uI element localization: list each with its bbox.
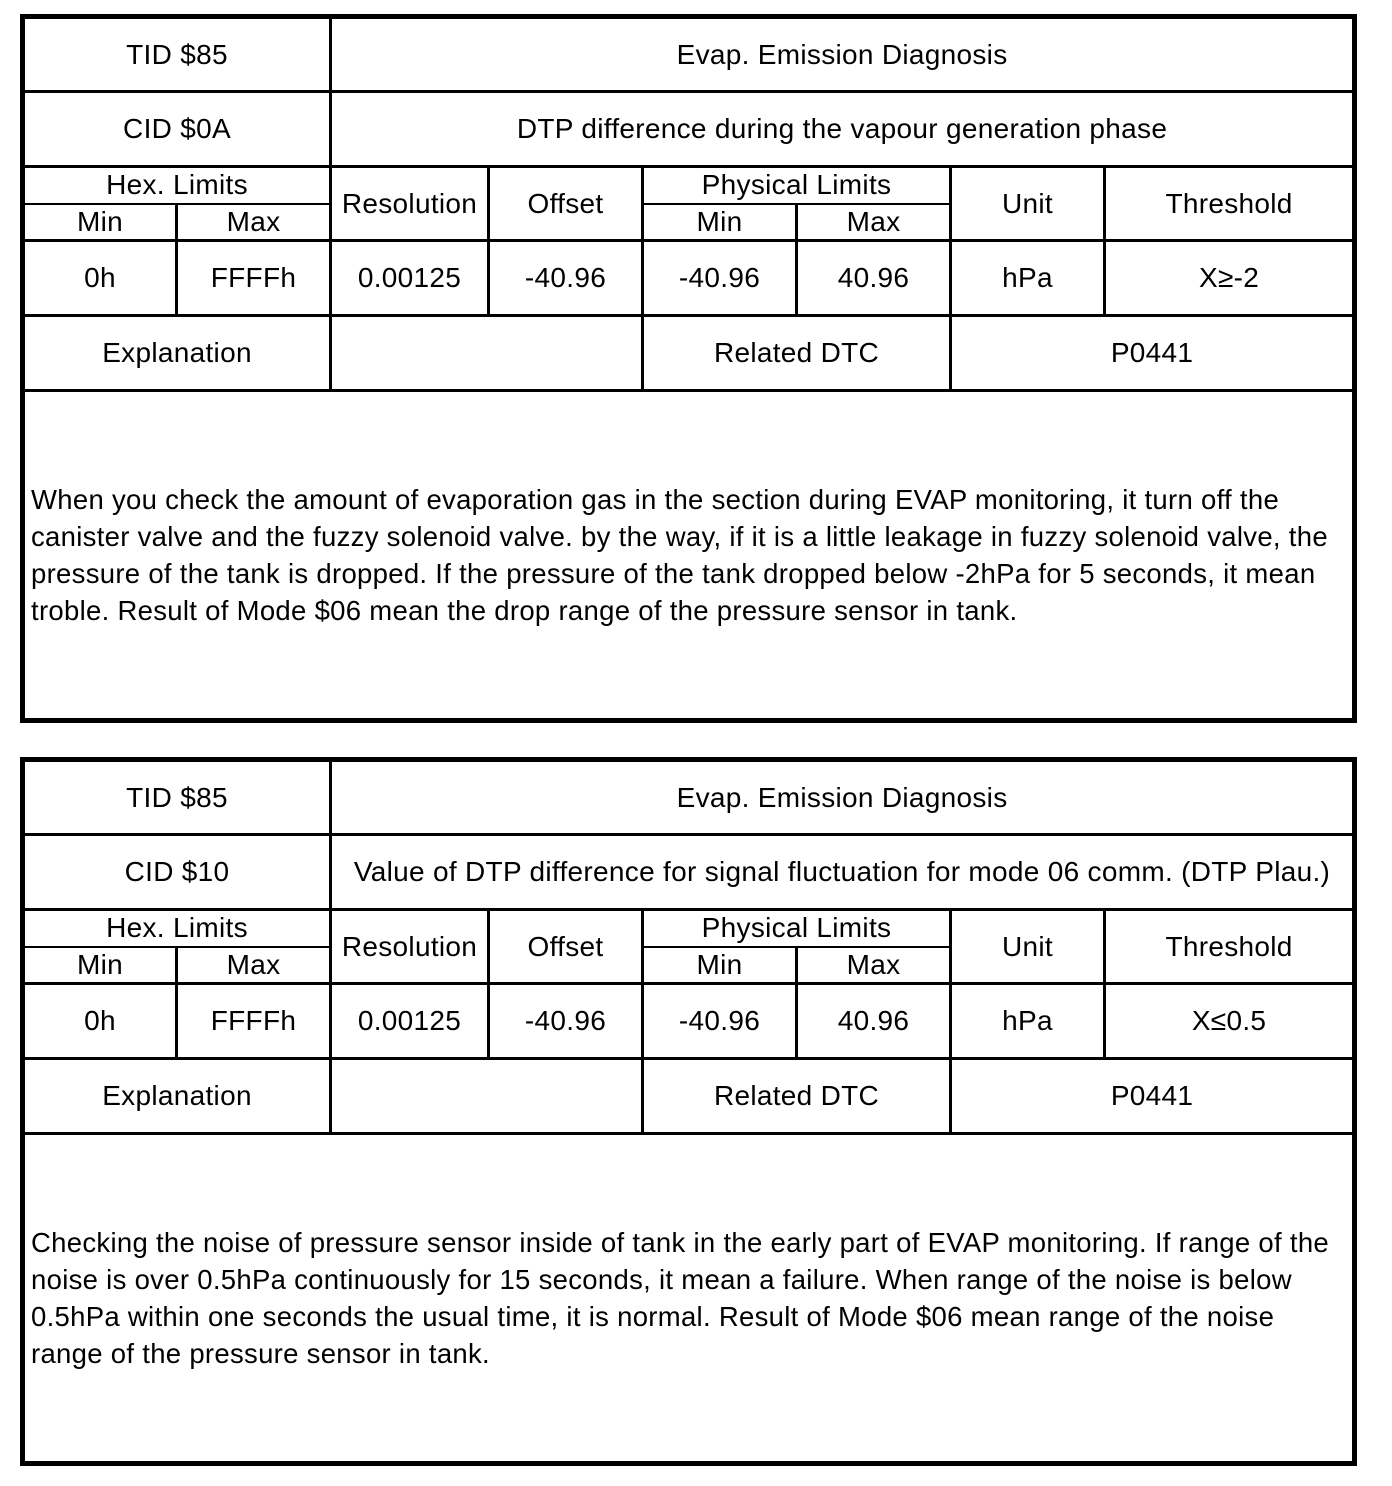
offset-header: Offset [489,910,643,984]
threshold-header: Threshold [1105,167,1355,241]
cid-description: DTP difference during the vapour generation phase [331,92,1355,167]
phys-min-value: -40.96 [643,984,797,1059]
related-dtc-value: P0441 [951,1059,1355,1134]
unit-header: Unit [951,167,1105,241]
explanation-value [331,1059,643,1134]
hex-max-value: FFFFh [177,984,331,1059]
tid-description: Evap. Emission Diagnosis [331,760,1355,835]
phys-max-value: 40.96 [797,241,951,316]
physical-limits-header: Physical Limits [643,910,951,947]
hex-min-value: 0h [23,984,177,1059]
threshold-value: X≤0.5 [1105,984,1355,1059]
diagnosis-table-1 [20,14,1357,723]
cid-description: Value of DTP difference for signal fluctuation for mode 06 comm. (DTP Plau.) [331,835,1355,910]
phys-min-header: Min [643,204,797,241]
explanation-value [331,316,643,391]
physical-limits-header: Physical Limits [643,167,951,204]
diagnosis-table-2 [20,757,1357,1466]
tid-cell: TID $85 [23,17,331,92]
offset-value: -40.96 [489,984,643,1059]
tid-description: Evap. Emission Diagnosis [331,17,1355,92]
hex-max-header: Max [177,204,331,241]
unit-value: hPa [951,984,1105,1059]
hex-min-header: Min [23,947,177,984]
offset-value: -40.96 [489,241,643,316]
unit-value: hPa [951,241,1105,316]
phys-min-value: -40.96 [643,241,797,316]
hex-min-value: 0h [23,241,177,316]
explanation-text: Checking the noise of pressure sensor inside of tank in the early part of EVAP monitoring. If range of the noise is over 0.5hPa continuously for 15 seconds, it mean a failure. When range of the noise is below 0.5hPa within one seconds the usual time, it is normal. Result of Mode $06 mean range of the noise range of the pressure sensor in tank. [23,1134,1355,1464]
offset-header: Offset [489,167,643,241]
explanation-text: When you check the amount of evaporation gas in the section during EVAP monitoring, it turn off the canister valve and the fuzzy solenoid valve. by the way, if it is a little leakage in fuzzy solenoid valve, the pressure of the tank is dropped. If the pressure of the tank dropped below -2hPa for 5 seconds, it mean troble. Result of Mode $06 mean the drop range of the pressure sensor in tank. [23,391,1355,721]
resolution-value: 0.00125 [331,241,489,316]
cid-cell: CID $0A [23,92,331,167]
resolution-header: Resolution [331,167,489,241]
phys-max-header: Max [797,947,951,984]
phys-min-header: Min [643,947,797,984]
tid-cell: TID $85 [23,760,331,835]
threshold-header: Threshold [1105,910,1355,984]
explanation-label: Explanation [23,316,331,391]
hex-limits-header: Hex. Limits [23,167,331,204]
threshold-value: X≥-2 [1105,241,1355,316]
hex-max-header: Max [177,947,331,984]
related-dtc-value: P0441 [951,316,1355,391]
hex-limits-header: Hex. Limits [23,910,331,947]
resolution-value: 0.00125 [331,984,489,1059]
related-dtc-label: Related DTC [643,1059,951,1134]
cid-cell: CID $10 [23,835,331,910]
related-dtc-label: Related DTC [643,316,951,391]
unit-header: Unit [951,910,1105,984]
hex-min-header: Min [23,204,177,241]
hex-max-value: FFFFh [177,241,331,316]
phys-max-header: Max [797,204,951,241]
phys-max-value: 40.96 [797,984,951,1059]
resolution-header: Resolution [331,910,489,984]
explanation-label: Explanation [23,1059,331,1134]
